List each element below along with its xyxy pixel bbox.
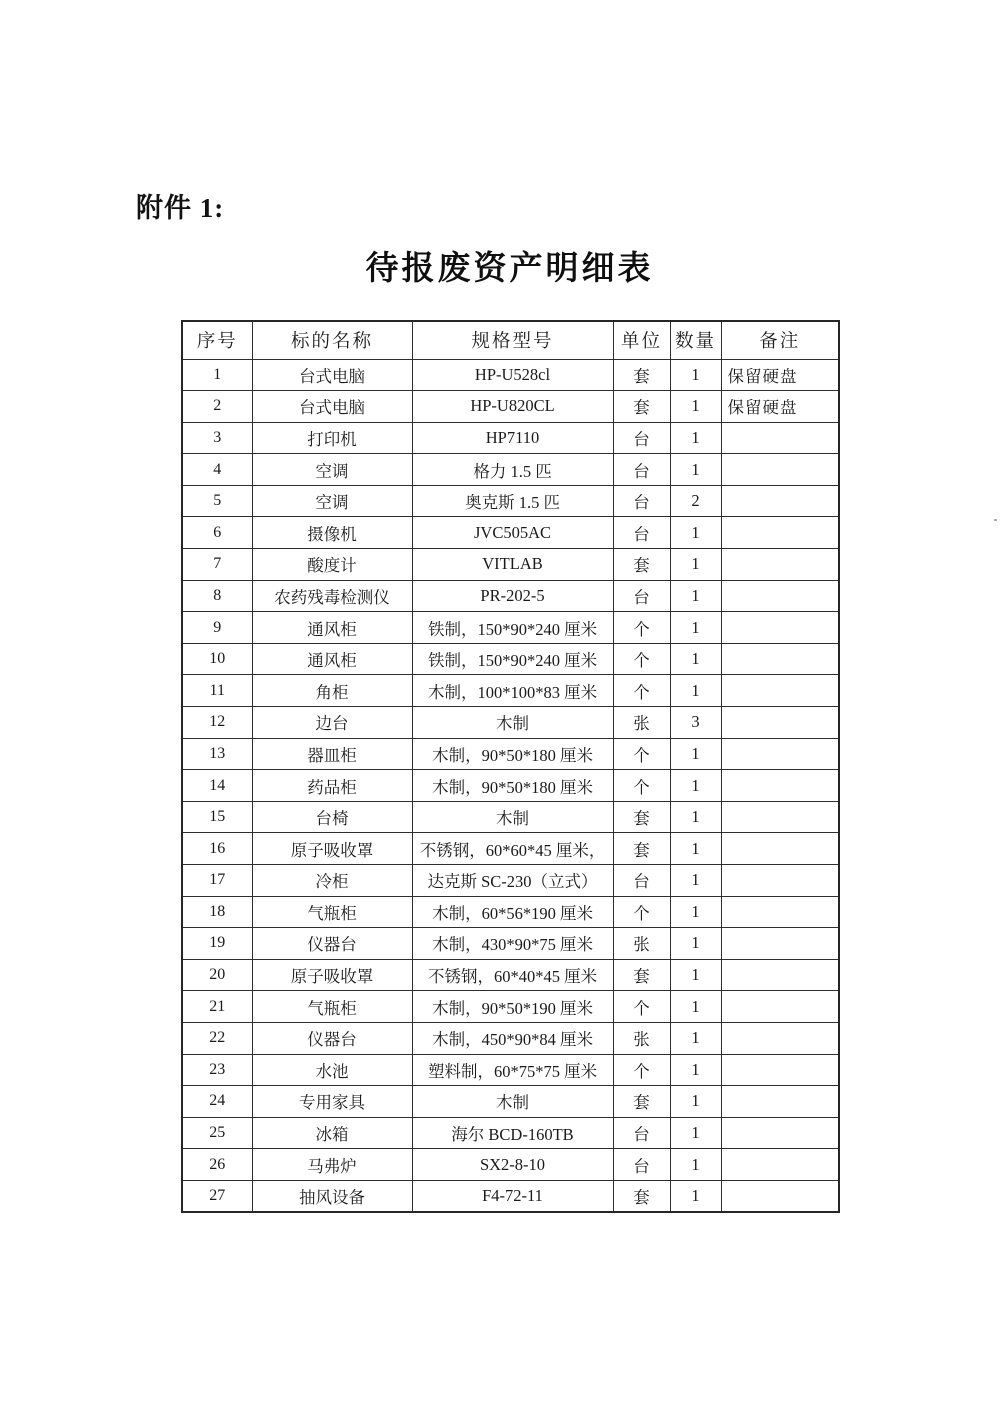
cell-remark: [721, 612, 839, 644]
cell-name: 台式电脑: [252, 359, 412, 391]
cell-index: 14: [182, 770, 252, 802]
cell-unit: 个: [613, 738, 670, 770]
cell-unit: 张: [613, 1022, 670, 1054]
cell-remark: 保留硬盘: [721, 359, 839, 391]
cell-name: 冰箱: [252, 1117, 412, 1149]
cell-name: 角柜: [252, 675, 412, 707]
page-title: 待报废资产明细表: [365, 251, 654, 287]
cell-name: 通风柜: [252, 612, 412, 644]
cell-unit: 个: [613, 991, 670, 1023]
cell-qty: 1: [670, 580, 721, 612]
header-cell-index: 序号: [182, 321, 252, 359]
cell-unit: 张: [613, 707, 670, 739]
table-row: [182, 770, 839, 802]
cell-name: 冷柜: [252, 865, 412, 897]
header-cell-spec: 规格型号: [412, 321, 613, 359]
cell-name: 专用家具: [252, 1086, 412, 1118]
cell-index: 5: [182, 485, 252, 517]
cell-qty: 1: [670, 865, 721, 897]
cell-index: 21: [182, 991, 252, 1023]
cell-qty: 1: [670, 959, 721, 991]
cell-qty: 1: [670, 928, 721, 960]
cell-unit: 套: [613, 1086, 670, 1118]
cell-unit: 套: [613, 391, 670, 423]
table-row: [182, 612, 839, 644]
cell-index: 27: [182, 1180, 252, 1212]
table-row: [182, 1180, 839, 1212]
cell-remark: [721, 454, 839, 486]
table-row: [182, 833, 839, 865]
cell-remark: [721, 1054, 839, 1086]
cell-index: 24: [182, 1086, 252, 1118]
cell-index: 19: [182, 928, 252, 960]
cell-remark: [721, 801, 839, 833]
cell-index: 26: [182, 1149, 252, 1181]
table-row: [182, 928, 839, 960]
table-row: [182, 549, 839, 581]
cell-qty: 1: [670, 422, 721, 454]
cell-remark: [721, 1149, 839, 1181]
cell-qty: 1: [670, 643, 721, 675]
table-row: [182, 896, 839, 928]
cell-qty: 1: [670, 896, 721, 928]
table-row: [182, 707, 839, 739]
cell-spec: 木制: [412, 707, 613, 739]
table-row: [182, 801, 839, 833]
cell-spec: VITLAB: [412, 549, 613, 581]
cell-spec: 不锈钢，60*40*45 厘米: [412, 959, 613, 991]
cell-unit: 个: [613, 643, 670, 675]
cell-index: 1: [182, 359, 252, 391]
cell-qty: 1: [670, 359, 721, 391]
cell-qty: 1: [670, 612, 721, 644]
cell-unit: 个: [613, 675, 670, 707]
cell-unit: 套: [613, 833, 670, 865]
cell-remark: [721, 549, 839, 581]
cell-qty: 1: [670, 1117, 721, 1149]
cell-spec: 达克斯 SC-230（立式）: [412, 865, 613, 897]
cell-index: 22: [182, 1022, 252, 1054]
cell-name: 马弗炉: [252, 1149, 412, 1181]
cell-unit: 套: [613, 549, 670, 581]
cell-name: 气瓶柜: [252, 991, 412, 1023]
cell-spec: 木制，90*50*190 厘米: [412, 991, 613, 1023]
table-row: [182, 738, 839, 770]
cell-unit: 个: [613, 612, 670, 644]
cell-remark: [721, 707, 839, 739]
cell-unit: 套: [613, 1180, 670, 1212]
cell-index: 16: [182, 833, 252, 865]
cell-spec: HP-U820CL: [412, 391, 613, 423]
cell-name: 通风柜: [252, 643, 412, 675]
cell-qty: 1: [670, 801, 721, 833]
cell-index: 2: [182, 391, 252, 423]
cell-index: 7: [182, 549, 252, 581]
cell-spec: 木制: [412, 801, 613, 833]
cell-name: 酸度计: [252, 549, 412, 581]
cell-name: 器皿柜: [252, 738, 412, 770]
cell-unit: 张: [613, 928, 670, 960]
cell-spec: 木制，90*50*180 厘米: [412, 770, 613, 802]
cell-remark: [721, 833, 839, 865]
table-row: [182, 454, 839, 486]
cell-qty: 1: [670, 833, 721, 865]
cell-index: 4: [182, 454, 252, 486]
cell-remark: [721, 865, 839, 897]
table-row: [182, 1022, 839, 1054]
cell-index: 3: [182, 422, 252, 454]
cell-spec: 铁制，150*90*240 厘米: [412, 643, 613, 675]
table-header-row: [182, 321, 839, 359]
cell-spec: 木制: [412, 1086, 613, 1118]
cell-remark: [721, 580, 839, 612]
cell-name: 原子吸收罩: [252, 833, 412, 865]
cell-qty: 3: [670, 707, 721, 739]
cell-name: 抽风设备: [252, 1180, 412, 1212]
cell-name: 水池: [252, 1054, 412, 1086]
table-row: [182, 959, 839, 991]
cell-qty: 1: [670, 549, 721, 581]
cell-index: 6: [182, 517, 252, 549]
cell-spec: 格力 1.5 匹: [412, 454, 613, 486]
cell-spec: 海尔 BCD-160TB: [412, 1117, 613, 1149]
cell-unit: 个: [613, 1054, 670, 1086]
table-row: [182, 391, 839, 423]
table-row: [182, 675, 839, 707]
table-row: [182, 517, 839, 549]
cell-spec: HP-U528cl: [412, 359, 613, 391]
cell-unit: 台: [613, 1117, 670, 1149]
cell-spec: 铁制，150*90*240 厘米: [412, 612, 613, 644]
cell-index: 17: [182, 865, 252, 897]
table-row: [182, 1149, 839, 1181]
table-row: [182, 1117, 839, 1149]
cell-remark: [721, 738, 839, 770]
cell-remark: [721, 991, 839, 1023]
cell-qty: 1: [670, 991, 721, 1023]
table-row: [182, 422, 839, 454]
cell-qty: 1: [670, 770, 721, 802]
cell-unit: 台: [613, 485, 670, 517]
cell-unit: 台: [613, 580, 670, 612]
cell-remark: [721, 485, 839, 517]
cell-spec: 塑料制，60*75*75 厘米: [412, 1054, 613, 1086]
cell-index: 20: [182, 959, 252, 991]
cell-remark: [721, 770, 839, 802]
cell-name: 农药残毒检测仪: [252, 580, 412, 612]
cell-qty: 1: [670, 454, 721, 486]
cell-remark: 保留硬盘: [721, 391, 839, 423]
cell-name: 边台: [252, 707, 412, 739]
cell-spec: HP7110: [412, 422, 613, 454]
cell-index: 25: [182, 1117, 252, 1149]
table-row: [182, 991, 839, 1023]
table-row: [182, 865, 839, 897]
cell-index: 23: [182, 1054, 252, 1086]
cell-index: 13: [182, 738, 252, 770]
cell-qty: 1: [670, 675, 721, 707]
table-row: [182, 643, 839, 675]
cell-qty: 1: [670, 738, 721, 770]
cell-spec: F4-72-11: [412, 1180, 613, 1212]
cell-unit: 台: [613, 422, 670, 454]
header-cell-remark: 备注: [721, 321, 839, 359]
cell-spec: PR-202-5: [412, 580, 613, 612]
cell-name: 台式电脑: [252, 391, 412, 423]
table-row: [182, 359, 839, 391]
cell-name: 空调: [252, 454, 412, 486]
cell-spec: 木制，60*56*190 厘米: [412, 896, 613, 928]
cell-index: 8: [182, 580, 252, 612]
header-cell-qty: 数量: [670, 321, 721, 359]
cell-remark: [721, 928, 839, 960]
cell-qty: 2: [670, 485, 721, 517]
cell-remark: [721, 422, 839, 454]
cell-name: 仪器台: [252, 928, 412, 960]
cell-remark: [721, 896, 839, 928]
attachment-label: 附件 1:: [136, 193, 225, 223]
cell-spec: 木制，90*50*180 厘米: [412, 738, 613, 770]
table-row: [182, 580, 839, 612]
cell-name: 摄像机: [252, 517, 412, 549]
cell-remark: [721, 517, 839, 549]
cell-name: 药品柜: [252, 770, 412, 802]
cell-spec: 木制，100*100*83 厘米: [412, 675, 613, 707]
cell-unit: 台: [613, 865, 670, 897]
cell-spec: 木制，450*90*84 厘米: [412, 1022, 613, 1054]
cell-unit: 台: [613, 1149, 670, 1181]
scan-speck: [994, 519, 997, 521]
cell-remark: [721, 1022, 839, 1054]
cell-spec: SX2-8-10: [412, 1149, 613, 1181]
table-row: [182, 485, 839, 517]
cell-remark: [721, 959, 839, 991]
cell-name: 打印机: [252, 422, 412, 454]
cell-qty: 1: [670, 391, 721, 423]
cell-spec: 不锈钢，60*60*45 厘米，: [412, 833, 613, 865]
cell-index: 11: [182, 675, 252, 707]
cell-unit: 台: [613, 517, 670, 549]
cell-name: 空调: [252, 485, 412, 517]
cell-remark: [721, 675, 839, 707]
cell-qty: 1: [670, 517, 721, 549]
cell-remark: [721, 643, 839, 675]
cell-index: 15: [182, 801, 252, 833]
cell-index: 18: [182, 896, 252, 928]
header-cell-name: 标的名称: [252, 321, 412, 359]
cell-qty: 1: [670, 1149, 721, 1181]
cell-index: 12: [182, 707, 252, 739]
cell-spec: 奥克斯 1.5 匹: [412, 485, 613, 517]
cell-qty: 1: [670, 1054, 721, 1086]
cell-index: 10: [182, 643, 252, 675]
cell-remark: [721, 1180, 839, 1212]
cell-unit: 个: [613, 770, 670, 802]
cell-unit: 套: [613, 959, 670, 991]
cell-qty: 1: [670, 1022, 721, 1054]
cell-qty: 1: [670, 1180, 721, 1212]
cell-name: 台椅: [252, 801, 412, 833]
table-body: [182, 359, 839, 1212]
cell-unit: 套: [613, 801, 670, 833]
cell-remark: [721, 1117, 839, 1149]
cell-name: 气瓶柜: [252, 896, 412, 928]
table-row: [182, 1086, 839, 1118]
cell-spec: JVC505AC: [412, 517, 613, 549]
cell-name: 原子吸收罩: [252, 959, 412, 991]
table-row: [182, 1054, 839, 1086]
asset-table: [181, 320, 840, 1213]
cell-index: 9: [182, 612, 252, 644]
cell-unit: 个: [613, 896, 670, 928]
cell-remark: [721, 1086, 839, 1118]
header-cell-unit: 单位: [613, 321, 670, 359]
cell-qty: 1: [670, 1086, 721, 1118]
cell-unit: 台: [613, 454, 670, 486]
cell-unit: 套: [613, 359, 670, 391]
cell-name: 仪器台: [252, 1022, 412, 1054]
cell-spec: 木制，430*90*75 厘米: [412, 928, 613, 960]
